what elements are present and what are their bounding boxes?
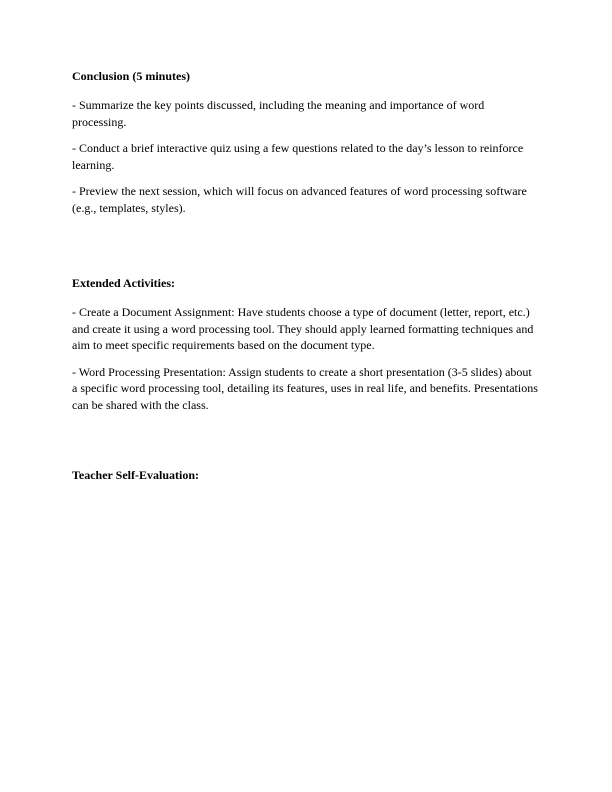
paragraph (72, 364, 540, 414)
section-heading-teacher-self-evaluation: Teacher Self-Evaluation: (72, 468, 200, 482)
text-line: - Word Processing Presentation: Assign students to create a short presentation (3-5 slides) about (72, 364, 532, 379)
text-line: - Create a Document Assignment: Have students choose a type of document (letter, report, etc.) (72, 305, 530, 319)
section-heading-extended-activities: Extended Activities: (72, 276, 175, 290)
text-line: processing. (72, 114, 127, 129)
section-heading-conclusion: Conclusion (5 minutes) (72, 69, 191, 83)
paragraph (72, 97, 540, 130)
section-gap (72, 226, 540, 275)
paragraph (72, 304, 540, 354)
text-line: - Conduct a brief interactive quiz using a few questions related to the day’s lesson to reinforce (72, 141, 524, 155)
text-line: can be shared with the class. (72, 397, 209, 412)
paragraph (72, 140, 540, 173)
text-line: aim to meet specific requirements based on the document type. (72, 338, 375, 352)
text-line: a specific word processing tool, detailing its features, uses in real life, and benefits. Presentations (72, 381, 538, 395)
text-line: - Summarize the key points discussed, including the meaning and importance of word (72, 98, 485, 112)
text-line: - Preview the next session, which will focus on advanced features of word processing software (72, 184, 527, 198)
text-line: learning. (72, 157, 115, 172)
text-line: and create it using a word processing tool. They should apply learned formatting techniques and (72, 321, 534, 336)
section-gap (72, 423, 540, 467)
paragraph (72, 183, 540, 216)
text-line: (e.g., templates, styles). (72, 200, 186, 215)
